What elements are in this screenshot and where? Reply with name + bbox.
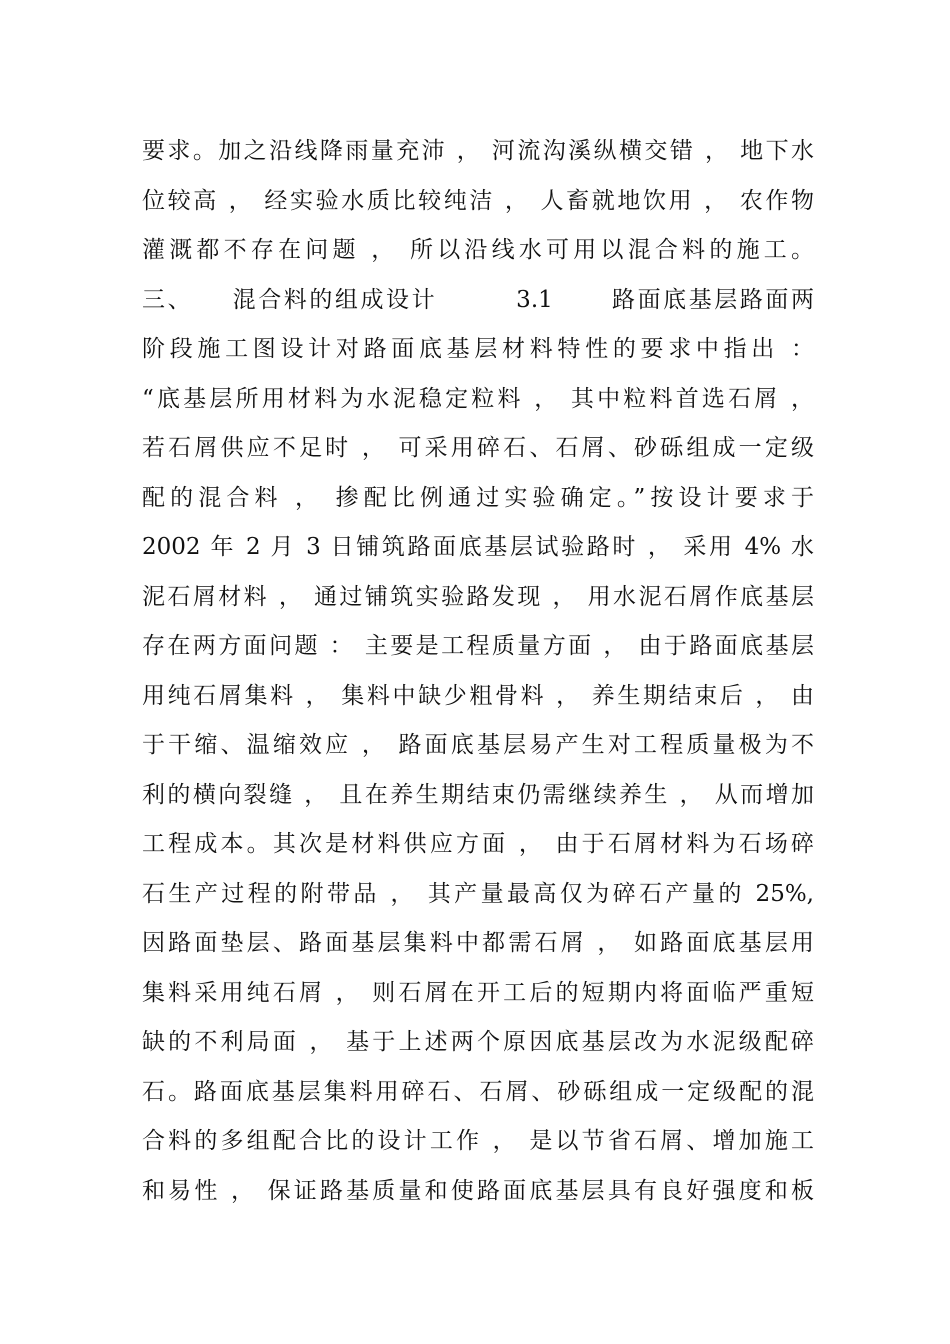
text-line-21: 合料的多组配合比的设计工作 ， 是以节省石屑、增加施工 [142,1128,814,1154]
text-line-10: 泥石屑材料 ， 通过铺筑实验路发现 ， 用水泥石屑作底基层 [142,583,814,610]
text-line-3: 灌溉都不存在问题 ， 所以沿线水可用以混合料的施工。 [142,237,814,263]
text-line-11: 存在两方面问题 ： 主要是工程质量方面 ， 由于路面底基层 [142,633,814,659]
text-line-2: 位较高 ， 经实验水质比较纯洁 ， 人畜就地饮用 ， 农作物 [142,187,814,214]
text-line-16: 石生产过程的附带品 ， 其产量最高仅为碎石产量的 25%, [142,880,814,907]
text-line-19: 缺的不利局面 ， 基于上述两个原因底基层改为水泥级配碎 [142,1029,814,1055]
text-line-9: 2002 年 2 月 3 日铺筑路面底基层试验路时 ， 采用 4% 水 [142,534,814,560]
text-line-6: “底基层所用材料为水泥稳定粒料 ， 其中粒料首选石屑 ， [142,385,814,412]
text-line-8: 配的混合料 ， 掺配比例通过实验确定。”按设计要求于 [142,484,814,511]
text-line-15: 工程成本。其次是材料供应方面 ， 由于石屑材料为石场碎 [142,831,814,857]
text-line-22: 和易性 ， 保证路基质量和使路面底基层具有良好强度和板 [142,1177,814,1204]
text-line-4: 三、 混合料的组成设计 3.1 路面底基层路面两 [142,286,814,313]
text-line-14: 利的横向裂缝 ， 且在养生期结束仍需继续养生 ， 从而增加 [142,781,814,808]
text-line-18: 集料采用纯石屑 ， 则石屑在开工后的短期内将面临严重短 [142,979,814,1006]
text-line-12: 用纯石屑集料 ， 集料中缺少粗骨料 ， 养生期结束后 ， 由 [142,682,814,709]
text-line-7: 若石屑供应不足时 ， 可采用碎石、石屑、砂砾组成一定级 [142,435,814,461]
body-text [142,127,814,1216]
text-line-13: 于干缩、温缩效应 ， 路面底基层易产生对工程质量极为不 [142,732,814,758]
text-line-17: 因路面垫层、路面基层集料中都需石屑 ， 如路面底基层用 [142,930,814,956]
text-line-20: 石。路面底基层集料用碎石、石屑、砂砾组成一定级配的混 [142,1078,814,1105]
text-line-1: 要求。加之沿线降雨量充沛 ， 河流沟溪纵横交错 ， 地下水 [142,138,814,164]
text-line-5: 阶段施工图设计对路面底基层材料特性的要求中指出 ： [142,336,814,362]
